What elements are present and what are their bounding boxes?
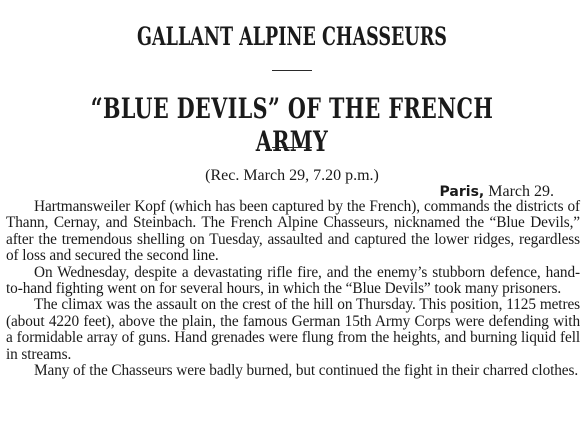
article-paragraph: On Wednesday, despite a devastating rifle fire, and the enemy’s stubborn defence, hand-to-hand fighting went on for several hours, in which the “Blue Devils” took many prisoners. <box>6 263 580 298</box>
headline-divider <box>272 70 312 71</box>
article-paragraph: Hartmansweiler Kopf (which has been captured by the French), commands the districts of Thann, Cernay, and Steinbach. The French Alpine Chasseurs, nicknamed the “Blue Devils,” after the tremendous shelling on Tuesday, assaulted and captured the lower ridges, regardless of loss and secured the second line. <box>6 198 580 265</box>
place-date: March 29. <box>484 183 554 200</box>
article-paragraph: The climax was the assault on the crest of the hill on Thursday. This position, 1125 metres (about 4220 feet), above the plain, the famous German 15th Army Corps were defending with a formidable array of guns. Hand grenades were flung from the heights, and burning liquid fell in streams. <box>6 296 580 363</box>
article-paragraph: Many of the Chasseurs were badly burned, but continued the fight in their charred clothes. <box>34 362 579 380</box>
place-name: Paris, <box>439 184 485 200</box>
article-headline: GALLANT ALPINE CHASSEURS <box>137 22 447 51</box>
subheadline-divider <box>272 147 312 148</box>
article-body <box>6 199 580 379</box>
article-subheadline: “BLUE DEVILS” OF THE FRENCH ARMY <box>90 92 494 158</box>
received-dateline: (Rec. March 29, 7.20 p.m.) <box>205 167 379 184</box>
